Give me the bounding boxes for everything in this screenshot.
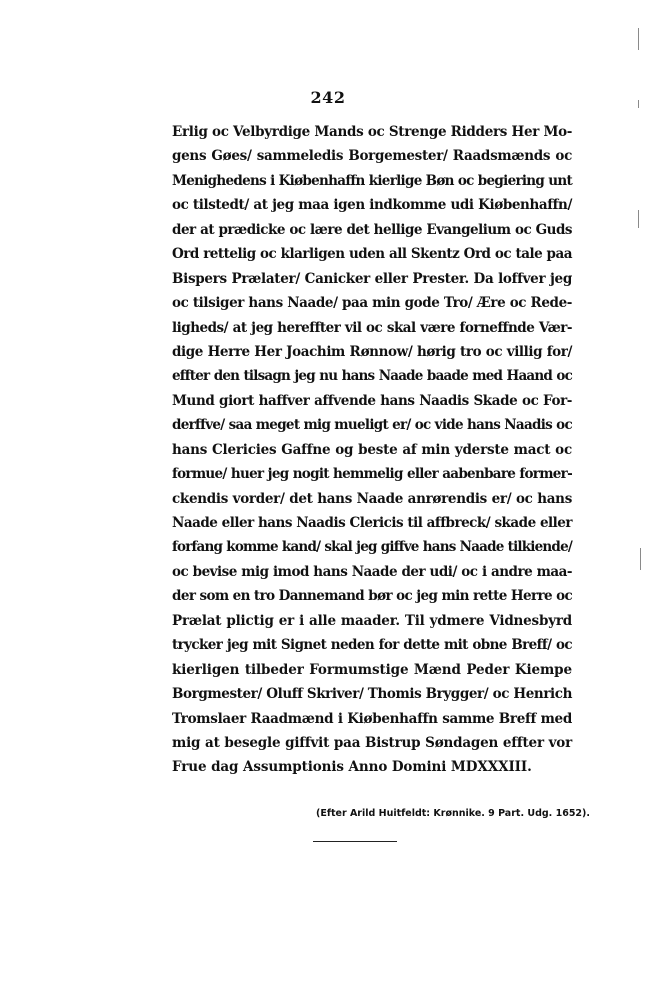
- text-line: hans Clericies Gaffne og beste af min yderste mact oc: [172, 441, 572, 458]
- text-line: derffve/ saa meget mig mueligt er/ oc vide hans Naadis oc: [172, 417, 572, 434]
- source-note: (Efter Arild Huitfeldt: Krønnike. 9 Part. Udg. 1652).: [316, 808, 590, 819]
- text-line: kierligen tilbeder Formumstige Mænd Peder Kiempe: [172, 661, 572, 678]
- text-line: Ord rettelig oc klarligen uden all Skentz Ord oc tale paa: [172, 246, 572, 263]
- text-line: ckendis vorder/ det hans Naade anrørendis er/ oc hans: [172, 490, 572, 507]
- text-line: Menighedens i Kiøbenhaffn kierlige Bøn oc begiering unt: [172, 172, 572, 189]
- text-line: Mund giort haffver affvende hans Naadis Skade oc For-: [172, 392, 572, 409]
- text-line: Tromslaer Raadmænd i Kiøbenhaffn samme Breff med: [172, 710, 572, 727]
- text-line: ligheds/ at jeg hereffter vil oc skal være forneffnde Vær-: [172, 319, 572, 336]
- text-line: formue/ huer jeg nogit hemmelig eller aabenbare former-: [172, 466, 572, 483]
- text-line: trycker jeg mit Signet neden for dette mit obne Breff/ oc: [172, 637, 572, 654]
- text-line: oc bevise mig imod hans Naade der udi/ oc i andre maa-: [172, 563, 572, 580]
- text-line: der at prædicke oc lære det hellige Evangelium oc Guds: [172, 221, 572, 238]
- text-line: der som en tro Dannemand bør oc jeg min rette Herre oc: [172, 588, 573, 605]
- margin-mark: [638, 28, 639, 50]
- body-text: [172, 120, 572, 780]
- text-line: forfang komme kand/ skal jeg giffve hans Naade tilkiende/: [172, 539, 572, 556]
- text-line: oc tilsiger hans Naade/ paa min gode Tro/ Ære oc Rede-: [172, 295, 572, 312]
- text-line: gens Gøes/ sammeledis Borgemester/ Raadsmænds oc: [172, 148, 572, 165]
- text-line: Borgmester/ Oluff Skriver/ Thomis Brygger/ oc Henrich: [172, 686, 572, 703]
- text-line: Erlig oc Velbyrdige Mands oc Strenge Ridders Her Mo-: [172, 124, 573, 140]
- text-line: oc tilstedt/ at jeg maa igen indkomme udi Kiøbenhaffn/: [172, 197, 572, 214]
- text-line: Frue dag Assumptionis Anno Domini MDXXXIII.: [172, 759, 532, 776]
- text-line: dige Herre Her Joachim Rønnow/ hørig tro oc villig for/: [172, 343, 572, 360]
- page-number: 242: [310, 88, 346, 107]
- text-line: effter den tilsagn jeg nu hans Naade baade med Haand oc: [172, 368, 572, 385]
- text-line: Naade eller hans Naadis Clericis til affbreck/ skade eller: [172, 515, 572, 531]
- text-line: Bispers Prælater/ Canicker eller Prester. Da loffver jeg: [172, 270, 572, 287]
- text-line: Prælat plictig er i alle maader. Til ydmere Vidnesbyrd: [172, 612, 572, 629]
- margin-mark: [640, 548, 641, 570]
- margin-mark: [638, 210, 639, 228]
- text-line: mig at besegle giffvit paa Bistrup Søndagen effter vor: [172, 734, 572, 751]
- divider-rule: [313, 841, 397, 842]
